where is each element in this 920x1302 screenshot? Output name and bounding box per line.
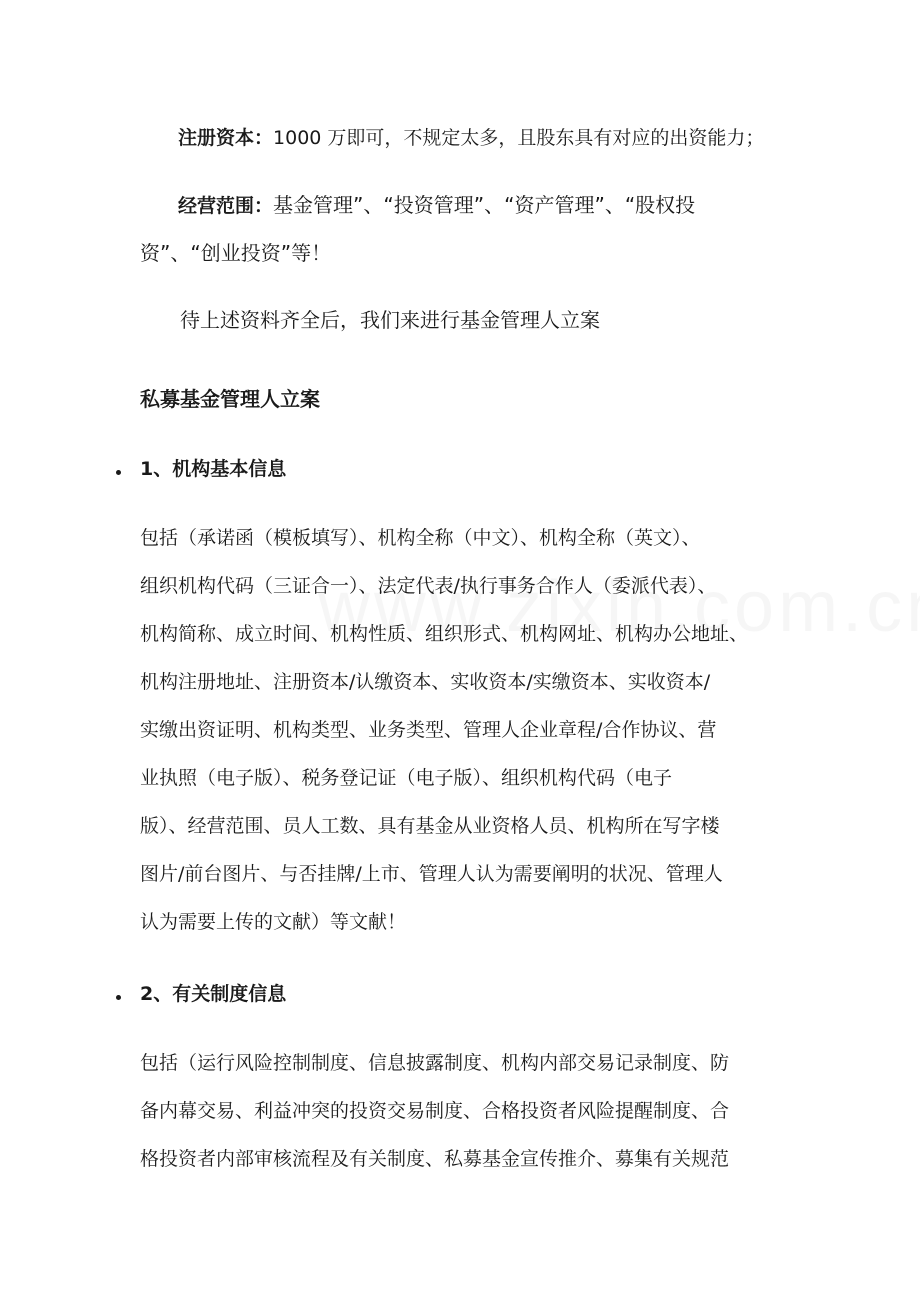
item-2-line: 备内幕交易、利益冲突的投资交易制度、合格投资者风险提醒制度、合 — [140, 1100, 730, 1122]
business-scope-line1: 基金管理”、“投资管理”、“资产管理”、“股权投 — [273, 193, 696, 217]
item-2-title: 2、有关制度信息 — [140, 983, 287, 1005]
bullet-icon — [116, 995, 121, 1000]
registered-capital-text: 1000 万即可，不规定太多，且股东具有对应的出资能力； — [273, 127, 765, 149]
item-1-line: 版）、经营范围、员人工数、具有基金从业资格人员、机构所在写字楼 — [140, 815, 720, 837]
item-1-line: 业执照（电子版）、税务登记证（电子版）、组织机构代码（电子 — [140, 767, 673, 789]
item-2-line: 包括（运行风险控制制度、信息披露制度、机构内部交易记录制度、防 — [140, 1052, 730, 1074]
after-docs-paragraph: 待上述资料齐全后，我们来进行基金管理人立案 — [180, 308, 600, 332]
item-1-title: 1、机构基本信息 — [140, 458, 287, 480]
business-scope-label: 经营范围： — [178, 195, 274, 217]
section-title: 私募基金管理人立案 — [140, 387, 320, 411]
item-1-line: 认为需要上传的文献）等文献！ — [140, 911, 407, 933]
business-scope-line2: 资”、“创业投资”等！ — [140, 241, 332, 265]
registered-capital-label: 注册资本： — [178, 127, 274, 149]
item-1-line: 机构注册地址、注册资本/认缴资本、实收资本/实缴资本、实收资本/ — [140, 671, 711, 693]
item-1-line: 图片/前台图片、与否挂牌/上市、管理人认为需要阐明的状况、管理人 — [140, 863, 723, 885]
item-1-line: 包括（承诺函（模板填写）、机构全称（中文）、机构全称（英文）、 — [140, 527, 701, 549]
registered-capital-paragraph — [178, 126, 764, 150]
item-1-line: 实缴出资证明、机构类型、业务类型、管理人企业章程/合作协议、营 — [140, 719, 717, 741]
bullet-icon — [116, 470, 121, 475]
business-scope-paragraph — [178, 193, 695, 218]
item-1-line: 机构简称、成立时间、机构性质、组织形式、机构网址、机构办公地址、 — [140, 623, 749, 645]
item-2-line: 格投资者内部审核流程及有关制度、私募基金宣传推介、募集有关规范 — [140, 1148, 730, 1170]
item-1-line: 组织机构代码（三证合一）、法定代表/执行事务合作人（委派代表）、 — [140, 575, 717, 597]
